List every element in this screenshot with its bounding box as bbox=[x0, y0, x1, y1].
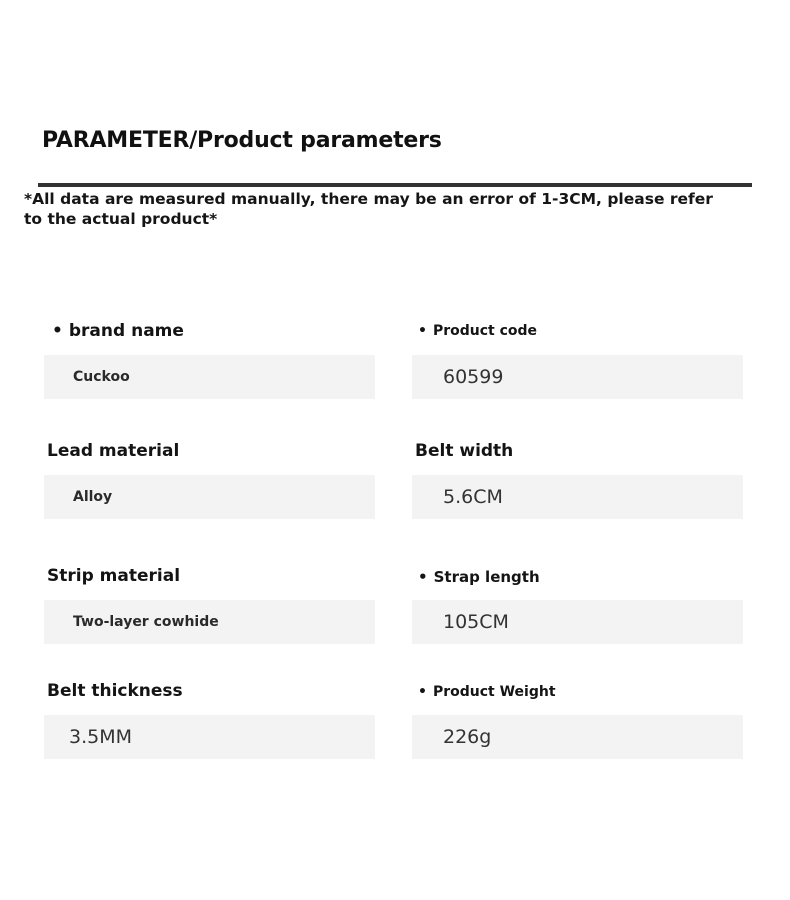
bullet-icon: • bbox=[52, 321, 63, 341]
title-divider bbox=[38, 183, 752, 187]
brand-name-label: • brand name bbox=[52, 321, 184, 341]
product-code-label: • Product code bbox=[418, 323, 538, 339]
strap-length-label: • Strap length bbox=[418, 568, 540, 586]
brand-name-value: Cuckoo bbox=[73, 369, 130, 385]
belt-width-field bbox=[412, 475, 743, 519]
product-weight-value: 226g bbox=[443, 726, 492, 748]
strap-length-value: 105CM bbox=[443, 611, 509, 633]
lead-material-value: Alloy bbox=[73, 489, 113, 505]
page-title: PARAMETER/Product parameters bbox=[42, 128, 442, 153]
belt-thickness-label: Belt thickness bbox=[47, 681, 183, 701]
product-weight-field bbox=[412, 715, 743, 759]
strip-material-value: Two-layer cowhide bbox=[73, 614, 219, 630]
belt-thickness-field bbox=[44, 715, 375, 759]
measurement-note: *All data are measured manually, there may be an error of 1-3CM, please refer to the actual product* bbox=[24, 190, 713, 228]
bullet-icon: • bbox=[418, 568, 428, 586]
product-code-field bbox=[412, 355, 743, 399]
strip-material-field bbox=[44, 600, 375, 644]
product-code-value: 60599 bbox=[443, 366, 504, 388]
strip-material-label: Strip material bbox=[47, 566, 181, 586]
strap-length-field bbox=[412, 600, 743, 644]
product-weight-label: • Product Weight bbox=[418, 684, 556, 700]
lead-material-label: Lead material bbox=[47, 441, 180, 461]
belt-width-label: Belt width bbox=[415, 441, 514, 461]
bullet-icon: • bbox=[418, 684, 427, 700]
bullet-icon: • bbox=[418, 323, 427, 339]
belt-width-value: 5.6CM bbox=[443, 486, 503, 508]
brand-name-field bbox=[44, 355, 375, 399]
belt-thickness-value: 3.5MM bbox=[69, 726, 133, 748]
lead-material-field bbox=[44, 475, 375, 519]
